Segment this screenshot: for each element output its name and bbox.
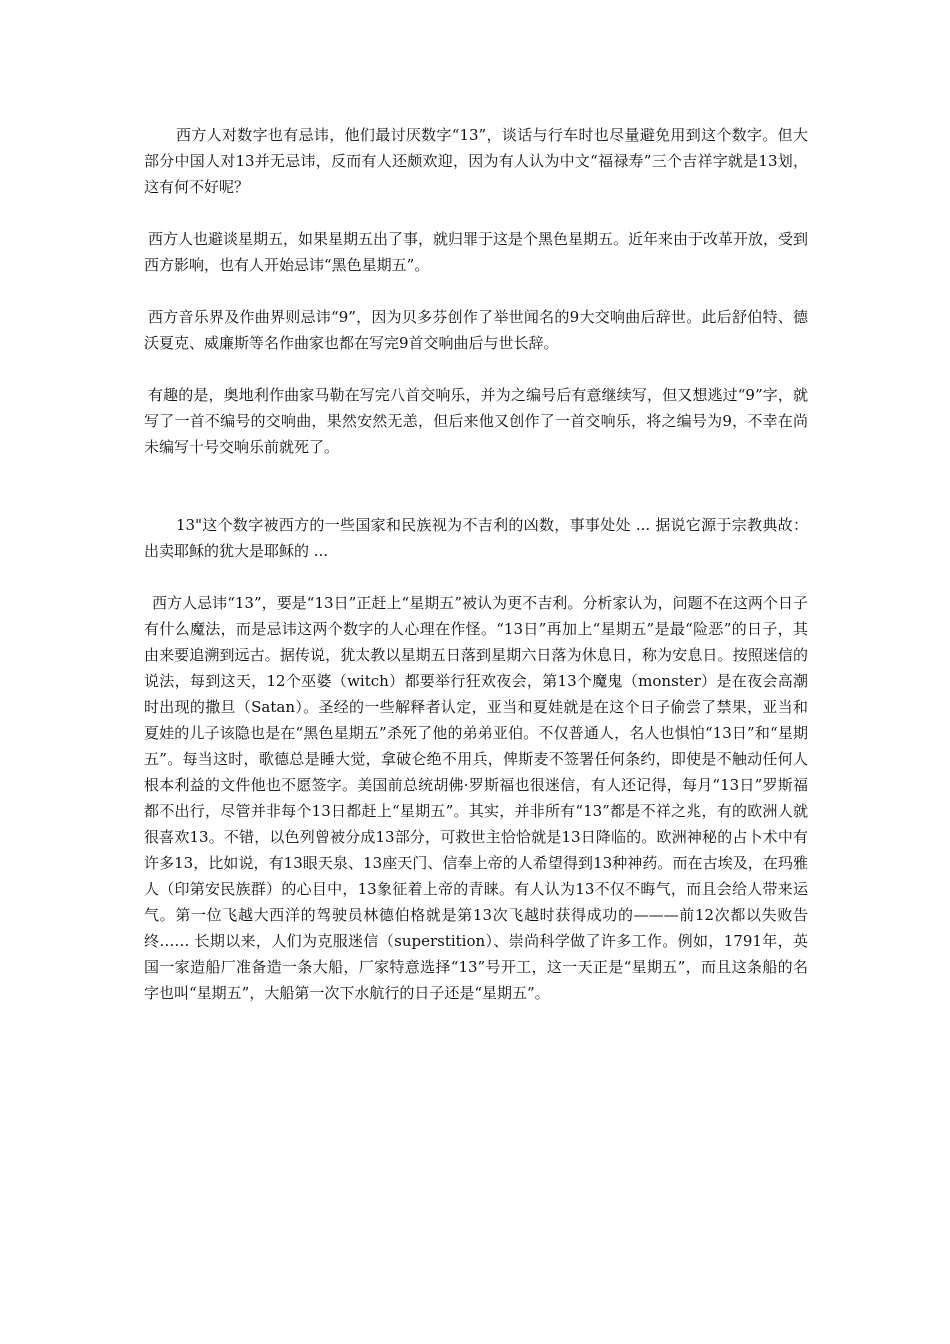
paragraph-nine-taboo: 西方音乐界及作曲界则忌讳“9”，因为贝多芬创作了举世闻名的9大交响曲后辞世。此后舒伯特、德沃夏克、威廉斯等名作曲家也都在写完9首交响曲后与世长辞。 <box>144 308 808 352</box>
paragraph-mahler-story: 有趣的是，奥地利作曲家马勒在写完八首交响乐，并为之编号后有意继续写，但又想逃过“9”字，就写了一首不编号的交响曲，果然安然无恙，但后来他又创作了一首交响乐，将之编号为9，不幸在尚未编写十号交响乐前就死了。 <box>144 386 808 456</box>
paragraph-friday-taboo: 西方人也避谈星期五，如果星期五出了事，就归罪于这是个黑色星期五。近年来由于改革开放，受到西方影响，也有人开始忌讳“黑色星期五”。 <box>144 230 809 274</box>
document-body <box>144 122 808 1006</box>
paragraph-thirteen-origin: 13"这个数字被西方的一些国家和民族视为不吉利的凶数，事事处处 ... 据说它源于宗教典故：出卖耶稣的犹大是耶稣的 ... <box>144 516 808 560</box>
paragraph-black-friday-history: 西方人忌讳“13”，要是“13日”正赶上“星期五”被认为更不吉利。分析家认为，问题不在这两个日子有什么魔法，而是忌讳这两个数字的人心理在作怪。“13日”再加上“星期五”是最“险恶”的日子，其由来要追溯到远古。据传说，犹太教以星期五日落到星期六日落为休息日，称为安息日。按照迷信的说法，每到这天，12个巫婆（witch）都要举行狂欢夜会，第13个魔鬼（monster）是在夜会高潮时出现的撒旦（Satan）。圣经的一些解释者认定，亚当和夏娃就是在这个日子偷尝了禁果，亚当和夏娃的儿子该隐也是在“黑色星期五”杀死了他的弟弟亚伯。不仅普通人，名人也惧怕“13日”和“星期五”。每当这时，歌德总是睡大觉，拿破仑绝不用兵，俾斯麦不签署任何条约，即使是不触动任何人根本利益的文件他也不愿签字。美国前总统胡佛·罗斯福也很迷信，有人还记得，每月“13日”罗斯福都不出行，尽管并非每个13日都赶上“星期五”。其实，并非所有“13”都是不祥之兆，有的欧洲人就很喜欢13。不错，以色列曾被分成13部分，可救世主恰恰就是13日降临的。欧洲神秘的占卜术中有许多13，比如说，有13眼天泉、13座天门、信奉上帝的人希望得到13种神药。而在古埃及，在玛雅人（印第安民族群）的心目中，13象征着上帝的青睐。有人认为13不仅不晦气，而且会给人带来运气。第一位飞越大西洋的驾驶员林德伯格就是第13次飞越时获得成功的———前12次都以失败告终…… 长期以来，人们为克服迷信（superstition）、崇尚科学做了许多工作。例如，1791年，英国一家造船厂准备造一条大船，厂家特意选择“13”号开工，这一天正是“星期五”，而且这条船的名字也叫“星期五”，大船第一次下水航行的日子还是“星期五”。 <box>144 594 808 1002</box>
paragraph-thirteen-taboo: 西方人对数字也有忌讳，他们最讨厌数字“13”，谈话与行车时也尽量避免用到这个数字。但大部分中国人对13并无忌讳，反而有人还颇欢迎，因为有人认为中文“福禄寿”三个吉祥字就是13划，这有何不好呢？ <box>144 126 808 196</box>
